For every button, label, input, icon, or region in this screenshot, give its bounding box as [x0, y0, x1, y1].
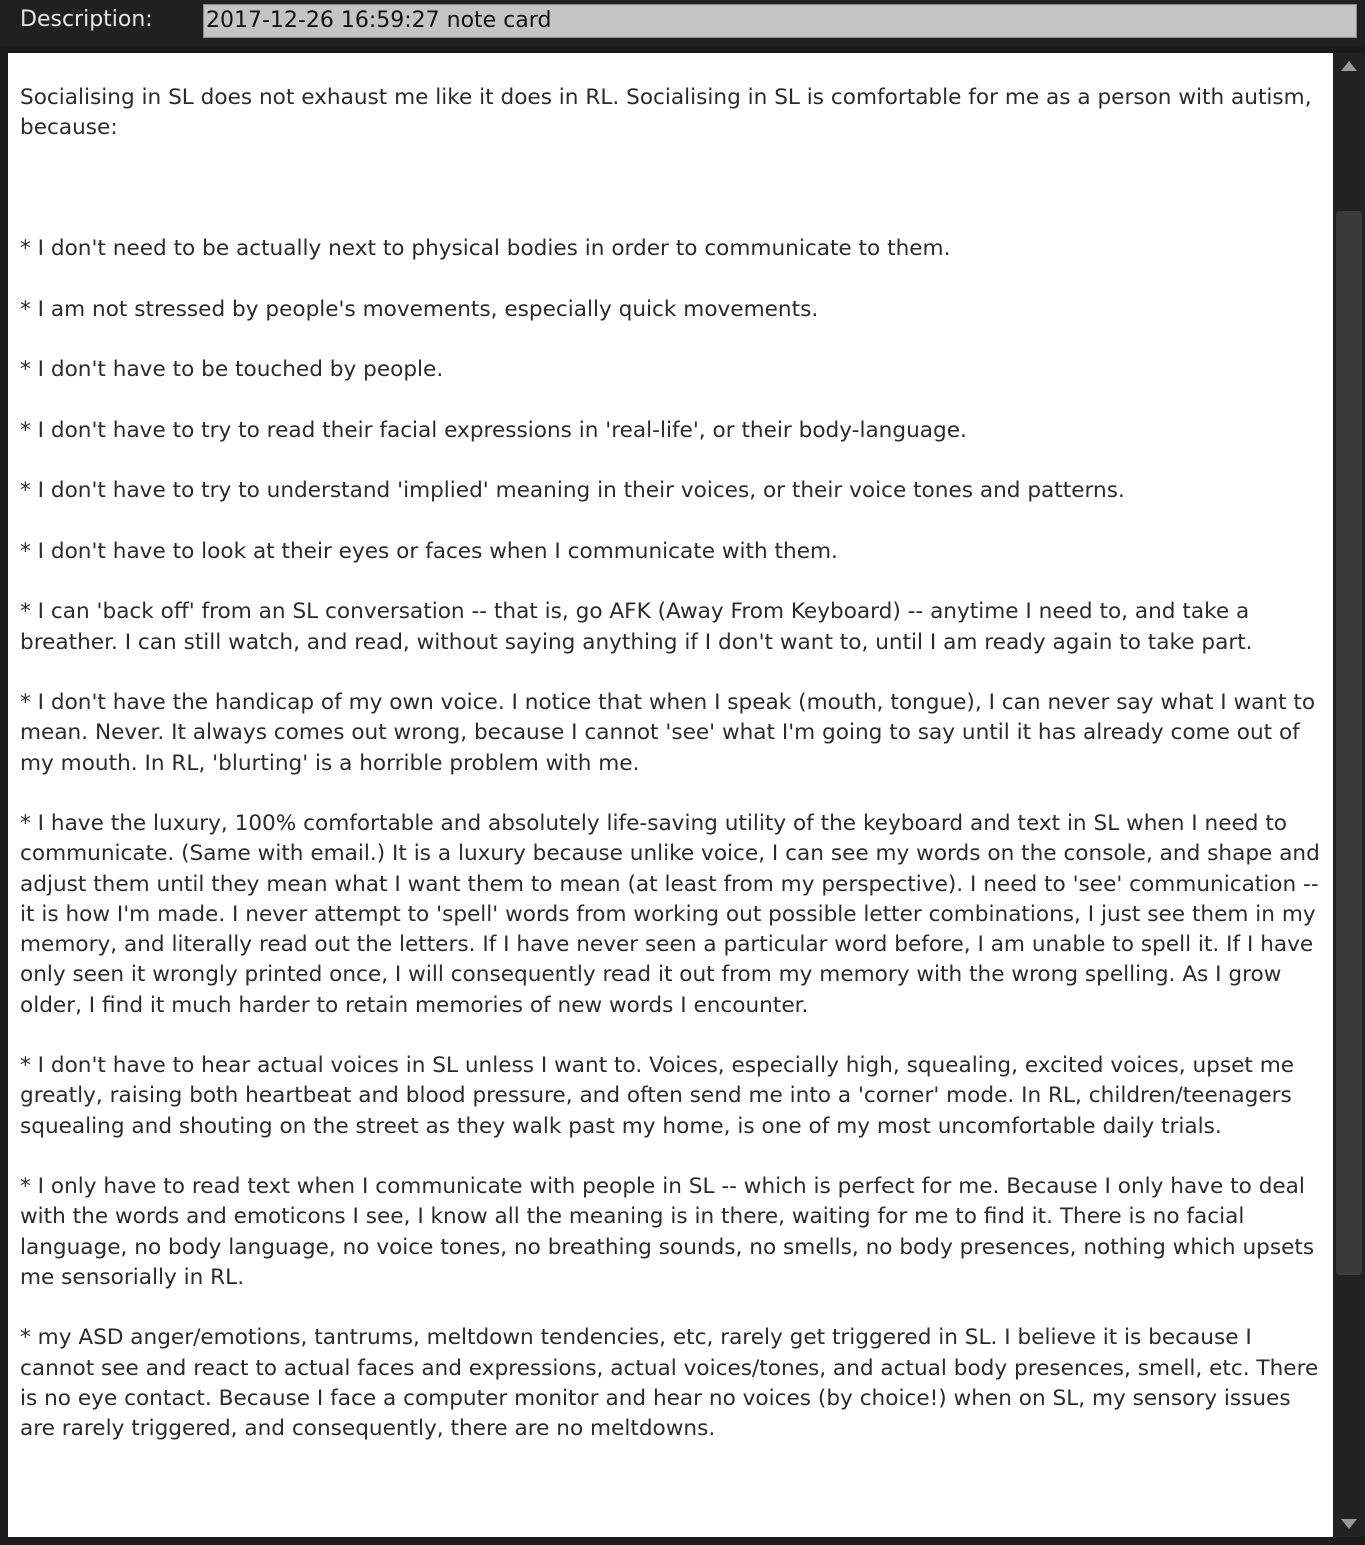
- note-text[interactable]: Socialising in SL does not exhaust me like it does in RL. Socialising in SL is comfortable for me as a person with autism, because: * I don't need to be actually next to physical bodies in order to communicate to them. * I am not stressed by people's movements, especially quick movements. * I don't have to be touched by people. * I don't have to try to read their facial expressions in 'real-life', or their body-language. * I don't have to try to understand 'implied' meaning in their voices, or their voice tones and patterns. * I don't have to look at their eyes or faces when I communicate with them. * I can 'back off' from an SL conversation -- that is, go AFK (Away From Keyboard) -- anytime I need to, and take a breather. I can still watch, and read, without saying anything if I don't want to, until I am ready again to take part. * I don't have the handicap of my own voice. I notice that when I speak (mouth, tongue), I can never say what I want to mean. Never. It always comes out wrong, because I cannot 'see' what I'm going to say until it has already come out of my mouth. In RL, 'blurting' is a horrible problem with me. * I have the luxury, 100% comfortable and absolutely life-saving utility of the keyboard and text in SL when I need to communicate. (Same with email.) It is a luxury because unlike voice, I can see my words on the console, and shape and adjust them until they mean what I want them to mean (at least from my perspective). I need to 'see' communication -- it is how I'm made. I never attempt to 'spell' words from working out possible letter combinations, I just see them in my memory, and literally read out the letters. If I have never seen a particular word before, I am unable to spell it. If I have only seen it wrongly printed once, I will consequently read it out from my memory with the wrong spelling. As I grow older, I find it much harder to retain memories of new words I encounter. * I don't have to hear actual voices in SL unless I want to. Voices, especially high, squealing, excited voices, upset me greatly, raising both heartbeat and blood pressure, and often send me into a 'corner' mode. In RL, children/teenagers squealing and shouting on the street as they walk past my home, is one of my most uncomfortable daily trials. * I only have to read text when I communicate with people in SL -- which is perfect for me. Because I only have to deal with the words and emoticons I see, I know all the meaning is in there, waiting for me to find it. There is no facial language, no body language, no voice tones, no breathing sounds, no smells, no body presences, nothing which upsets me sensorially in RL. * my ASD anger/emotions, tantrums, meltdown tendencies, etc, rarely get triggered in SL. I believe it is because I cannot see and react to actual faces and expressions, actual voices/tones, and actual body presences, smell, etc. There is no eye contact. Because I face a computer monitor and hear no voices (by choice!) when on SL, my sensory issues are rarely triggered, and consequently, there are no meltdowns.: [20, 85, 1320, 1441]
- description-input[interactable]: 2017-12-26 16:59:27 note card: [203, 4, 1357, 38]
- description-bar: [0, 0, 1365, 46]
- scroll-thumb[interactable]: [1336, 211, 1362, 1275]
- note-editor[interactable]: [8, 53, 1333, 1537]
- scroll-up-arrow-icon[interactable]: [1341, 61, 1357, 71]
- vertical-scrollbar[interactable]: [1333, 53, 1365, 1537]
- scroll-down-arrow-icon[interactable]: [1341, 1519, 1357, 1529]
- description-label: Description:: [20, 7, 153, 32]
